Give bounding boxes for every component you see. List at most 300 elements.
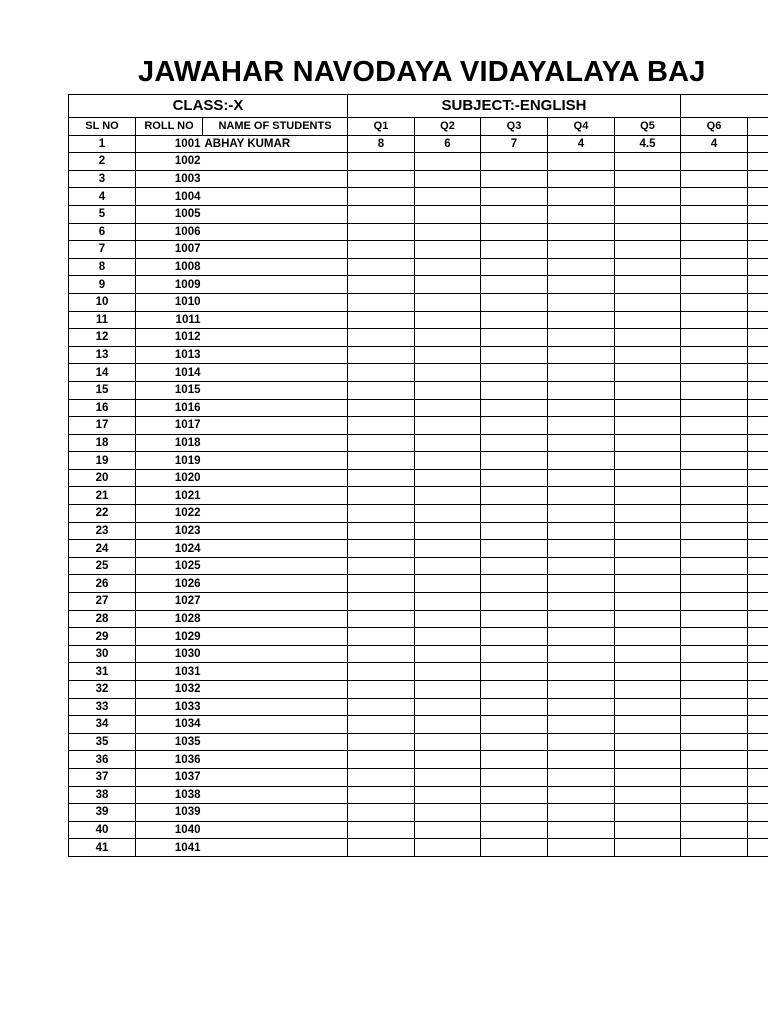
- table-row: [69, 205, 768, 223]
- student-name-cell: [203, 839, 348, 857]
- student-name-cell: [203, 329, 348, 347]
- mark-q5-cell: [615, 329, 681, 347]
- mark-q2-cell: [415, 205, 481, 223]
- sl-no-cell: 10: [69, 293, 136, 311]
- mark-q4-cell: [548, 381, 615, 399]
- blank-cell: [748, 557, 768, 575]
- mark-q6-cell: [681, 716, 748, 734]
- mark-q4-cell: [548, 469, 615, 487]
- blank-cell: [748, 628, 768, 646]
- blank-cell: [748, 223, 768, 241]
- blank-cell: [748, 417, 768, 435]
- roll-no-cell: 1002: [136, 153, 203, 171]
- mark-q6-cell: [681, 593, 748, 611]
- mark-q1-cell: [348, 698, 415, 716]
- column-header-roll-no: ROLL NO: [136, 118, 203, 136]
- mark-q2-cell: [415, 557, 481, 575]
- mark-q2-cell: [415, 540, 481, 558]
- sl-no-cell: 34: [69, 716, 136, 734]
- sl-no-cell: 13: [69, 346, 136, 364]
- mark-q5-cell: [615, 698, 681, 716]
- roll-no-cell: 1009: [136, 276, 203, 294]
- mark-q3-cell: [481, 311, 548, 329]
- mark-q5-cell: [615, 716, 681, 734]
- roll-no-cell: 1008: [136, 258, 203, 276]
- sl-no-cell: 3: [69, 170, 136, 188]
- roll-no-cell: 1029: [136, 628, 203, 646]
- mark-q1-cell: [348, 276, 415, 294]
- mark-q1-cell: [348, 293, 415, 311]
- mark-q3-cell: [481, 399, 548, 417]
- blank-cell: [748, 329, 768, 347]
- mark-q2-cell: [415, 768, 481, 786]
- blank-cell: [748, 293, 768, 311]
- table-row: [69, 821, 768, 839]
- mark-q2-cell: [415, 593, 481, 611]
- sl-no-cell: 41: [69, 839, 136, 857]
- table-row: [69, 258, 768, 276]
- mark-q2-cell: [415, 188, 481, 206]
- roll-no-cell: 1034: [136, 716, 203, 734]
- mark-q3-cell: [481, 329, 548, 347]
- mark-q1-cell: [348, 434, 415, 452]
- roll-no-cell: 1028: [136, 610, 203, 628]
- sl-no-cell: 24: [69, 540, 136, 558]
- table-row: [69, 751, 768, 769]
- mark-q4-cell: [548, 241, 615, 259]
- sl-no-cell: 4: [69, 188, 136, 206]
- student-name-cell: [203, 575, 348, 593]
- mark-q4-cell: [548, 452, 615, 470]
- table-row: [69, 610, 768, 628]
- student-name-cell: [203, 452, 348, 470]
- table-row: [69, 329, 768, 347]
- mark-q1-cell: [348, 469, 415, 487]
- sl-no-cell: 23: [69, 522, 136, 540]
- roll-no-cell: 1037: [136, 768, 203, 786]
- marks-table: [68, 94, 768, 857]
- mark-q4-cell: [548, 698, 615, 716]
- mark-q3-cell: [481, 293, 548, 311]
- mark-q6-cell: [681, 645, 748, 663]
- mark-q6-cell: [681, 768, 748, 786]
- mark-q6-cell: [681, 663, 748, 681]
- table-row: [69, 645, 768, 663]
- mark-q4-cell: [548, 786, 615, 804]
- mark-q6-cell: [681, 205, 748, 223]
- sl-no-cell: 14: [69, 364, 136, 382]
- mark-q4-cell: [548, 311, 615, 329]
- sl-no-cell: 26: [69, 575, 136, 593]
- mark-q6-cell: [681, 329, 748, 347]
- sl-no-cell: 7: [69, 241, 136, 259]
- mark-q4-cell: 4: [548, 135, 615, 153]
- mark-q2-cell: [415, 170, 481, 188]
- mark-q4-cell: [548, 733, 615, 751]
- roll-no-cell: 1020: [136, 469, 203, 487]
- mark-q3-cell: [481, 364, 548, 382]
- sl-no-cell: 11: [69, 311, 136, 329]
- mark-q6-cell: [681, 522, 748, 540]
- mark-q5-cell: [615, 557, 681, 575]
- blank-cell: [748, 346, 768, 364]
- mark-q2-cell: [415, 575, 481, 593]
- blank-cell: [748, 399, 768, 417]
- mark-q1-cell: [348, 417, 415, 435]
- sl-no-cell: 37: [69, 768, 136, 786]
- sl-no-cell: 35: [69, 733, 136, 751]
- roll-no-cell: 1022: [136, 505, 203, 523]
- mark-q2-cell: [415, 839, 481, 857]
- mark-q2-cell: [415, 346, 481, 364]
- mark-q4-cell: [548, 540, 615, 558]
- roll-no-cell: 1004: [136, 188, 203, 206]
- table-row: [69, 135, 768, 153]
- sl-no-cell: 31: [69, 663, 136, 681]
- mark-q3-cell: [481, 381, 548, 399]
- roll-no-cell: 1019: [136, 452, 203, 470]
- blank-cell: [748, 698, 768, 716]
- table-row: [69, 311, 768, 329]
- mark-q4-cell: [548, 522, 615, 540]
- mark-q6-cell: [681, 804, 748, 822]
- mark-q2-cell: [415, 645, 481, 663]
- subject-label: SUBJECT:-ENGLISH: [348, 95, 681, 118]
- mark-q4-cell: [548, 434, 615, 452]
- mark-q1-cell: [348, 628, 415, 646]
- student-name-cell: [203, 786, 348, 804]
- mark-q1-cell: [348, 505, 415, 523]
- sl-no-cell: 22: [69, 505, 136, 523]
- blank-cell: [748, 733, 768, 751]
- student-name-cell: [203, 540, 348, 558]
- student-name-cell: [203, 610, 348, 628]
- roll-no-cell: 1018: [136, 434, 203, 452]
- mark-q2-cell: [415, 610, 481, 628]
- mark-q4-cell: [548, 628, 615, 646]
- mark-q2-cell: [415, 469, 481, 487]
- student-name-cell: [203, 768, 348, 786]
- mark-q3-cell: [481, 469, 548, 487]
- mark-q3-cell: [481, 698, 548, 716]
- roll-no-cell: 1038: [136, 786, 203, 804]
- blank-cell: [748, 135, 768, 153]
- mark-q1-cell: [348, 487, 415, 505]
- table-row: [69, 557, 768, 575]
- table-row: [69, 241, 768, 259]
- mark-q3-cell: [481, 821, 548, 839]
- mark-q3-cell: [481, 716, 548, 734]
- roll-no-cell: 1012: [136, 329, 203, 347]
- mark-q2-cell: [415, 399, 481, 417]
- blank-cell: [748, 276, 768, 294]
- mark-q5-cell: [615, 733, 681, 751]
- mark-q4-cell: [548, 417, 615, 435]
- mark-q4-cell: [548, 716, 615, 734]
- student-name-cell: ABHAY KUMAR: [203, 135, 348, 153]
- mark-q1-cell: [348, 716, 415, 734]
- student-name-cell: [203, 681, 348, 699]
- mark-q6-cell: [681, 434, 748, 452]
- table-row: [69, 452, 768, 470]
- roll-no-cell: 1015: [136, 381, 203, 399]
- mark-q1-cell: [348, 663, 415, 681]
- mark-q2-cell: [415, 716, 481, 734]
- table-row: [69, 293, 768, 311]
- table-row: [69, 698, 768, 716]
- roll-no-cell: 1021: [136, 487, 203, 505]
- sl-no-cell: 38: [69, 786, 136, 804]
- mark-q2-cell: [415, 417, 481, 435]
- blank-cell: [748, 452, 768, 470]
- blank-cell: [748, 188, 768, 206]
- mark-q4-cell: [548, 364, 615, 382]
- roll-no-cell: 1041: [136, 839, 203, 857]
- table-row: [69, 663, 768, 681]
- table-row: [69, 417, 768, 435]
- blank-cell: [748, 153, 768, 171]
- mark-q4-cell: [548, 645, 615, 663]
- blank-cell: [748, 839, 768, 857]
- blank-cell: [748, 593, 768, 611]
- mark-q2-cell: [415, 293, 481, 311]
- mark-q3-cell: [481, 786, 548, 804]
- blank-cell: [748, 804, 768, 822]
- mark-q1-cell: [348, 188, 415, 206]
- mark-q4-cell: [548, 751, 615, 769]
- table-row: [69, 839, 768, 857]
- mark-q6-cell: [681, 258, 748, 276]
- blank-cell: [748, 786, 768, 804]
- roll-no-cell: 1032: [136, 681, 203, 699]
- mark-q5-cell: [615, 153, 681, 171]
- mark-q3-cell: [481, 170, 548, 188]
- sl-no-cell: 15: [69, 381, 136, 399]
- mark-q1-cell: [348, 575, 415, 593]
- roll-no-cell: 1040: [136, 821, 203, 839]
- blank-cell: [748, 540, 768, 558]
- student-name-cell: [203, 311, 348, 329]
- mark-q2-cell: [415, 276, 481, 294]
- student-name-cell: [203, 804, 348, 822]
- table-row: [69, 487, 768, 505]
- mark-q5-cell: [615, 399, 681, 417]
- mark-q2-cell: [415, 153, 481, 171]
- mark-q1-cell: [348, 751, 415, 769]
- mark-q4-cell: [548, 487, 615, 505]
- sl-no-cell: 2: [69, 153, 136, 171]
- mark-q4-cell: [548, 258, 615, 276]
- table-row: [69, 188, 768, 206]
- mark-q3-cell: 7: [481, 135, 548, 153]
- roll-no-cell: 1010: [136, 293, 203, 311]
- mark-q4-cell: [548, 505, 615, 523]
- mark-q6-cell: [681, 681, 748, 699]
- mark-q3-cell: [481, 188, 548, 206]
- column-header-q5: Q5: [615, 118, 681, 136]
- mark-q4-cell: [548, 276, 615, 294]
- mark-q1-cell: [348, 452, 415, 470]
- page-title: JAWAHAR NAVODAYA VIDAYALAYA BAJ: [138, 56, 706, 88]
- roll-no-cell: 1005: [136, 205, 203, 223]
- mark-q6-cell: [681, 751, 748, 769]
- blank-cell: [748, 716, 768, 734]
- student-name-cell: [203, 223, 348, 241]
- mark-q6-cell: [681, 786, 748, 804]
- mark-q4-cell: [548, 205, 615, 223]
- sl-no-cell: 25: [69, 557, 136, 575]
- mark-q4-cell: [548, 170, 615, 188]
- blank-cell: [748, 681, 768, 699]
- sl-no-cell: 19: [69, 452, 136, 470]
- mark-q2-cell: [415, 786, 481, 804]
- mark-q3-cell: [481, 839, 548, 857]
- student-name-cell: [203, 346, 348, 364]
- student-name-cell: [203, 188, 348, 206]
- mark-q5-cell: 4.5: [615, 135, 681, 153]
- blank-cell: [748, 505, 768, 523]
- mark-q4-cell: [548, 593, 615, 611]
- student-name-cell: [203, 505, 348, 523]
- mark-q3-cell: [481, 346, 548, 364]
- mark-q5-cell: [615, 804, 681, 822]
- mark-q6-cell: [681, 540, 748, 558]
- mark-q1-cell: [348, 804, 415, 822]
- mark-q5-cell: [615, 417, 681, 435]
- mark-q2-cell: 6: [415, 135, 481, 153]
- mark-q4-cell: [548, 681, 615, 699]
- mark-q6-cell: [681, 821, 748, 839]
- mark-q3-cell: [481, 258, 548, 276]
- mark-q5-cell: [615, 170, 681, 188]
- table-row: [69, 768, 768, 786]
- column-header-q4: Q4: [548, 118, 615, 136]
- roll-no-cell: 1023: [136, 522, 203, 540]
- student-name-cell: [203, 417, 348, 435]
- mark-q6-cell: [681, 241, 748, 259]
- blank-cell: [748, 821, 768, 839]
- column-header-blank: [748, 118, 768, 136]
- roll-no-cell: 1026: [136, 575, 203, 593]
- mark-q3-cell: [481, 804, 548, 822]
- mark-q4-cell: [548, 804, 615, 822]
- roll-no-cell: 1035: [136, 733, 203, 751]
- mark-q1-cell: [348, 223, 415, 241]
- mark-q2-cell: [415, 434, 481, 452]
- sl-no-cell: 5: [69, 205, 136, 223]
- student-name-cell: [203, 821, 348, 839]
- roll-no-cell: 1025: [136, 557, 203, 575]
- mark-q4-cell: [548, 575, 615, 593]
- column-header-sl-no: SL NO: [69, 118, 136, 136]
- class-label: CLASS:-X: [69, 95, 348, 118]
- mark-q6-cell: [681, 417, 748, 435]
- student-name-cell: [203, 487, 348, 505]
- mark-q5-cell: [615, 663, 681, 681]
- sl-no-cell: 36: [69, 751, 136, 769]
- table-row: [69, 276, 768, 294]
- sl-no-cell: 18: [69, 434, 136, 452]
- roll-no-cell: 1016: [136, 399, 203, 417]
- mark-q2-cell: [415, 751, 481, 769]
- student-name-cell: [203, 751, 348, 769]
- mark-q4-cell: [548, 223, 615, 241]
- roll-no-cell: 1006: [136, 223, 203, 241]
- mark-q2-cell: [415, 663, 481, 681]
- mark-q5-cell: [615, 258, 681, 276]
- mark-q5-cell: [615, 364, 681, 382]
- mark-q6-cell: [681, 346, 748, 364]
- table-row: [69, 469, 768, 487]
- table-row: [69, 804, 768, 822]
- table-row: [69, 223, 768, 241]
- mark-q3-cell: [481, 522, 548, 540]
- mark-q5-cell: [615, 469, 681, 487]
- roll-no-cell: 1003: [136, 170, 203, 188]
- mark-q6-cell: [681, 452, 748, 470]
- mark-q1-cell: [348, 381, 415, 399]
- mark-q2-cell: [415, 381, 481, 399]
- mark-q6-cell: [681, 557, 748, 575]
- mark-q6-cell: [681, 276, 748, 294]
- student-name-cell: [203, 557, 348, 575]
- mark-q3-cell: [481, 540, 548, 558]
- mark-q1-cell: [348, 153, 415, 171]
- blank-cell: [748, 311, 768, 329]
- mark-q6-cell: [681, 575, 748, 593]
- mark-q3-cell: [481, 575, 548, 593]
- mark-q2-cell: [415, 311, 481, 329]
- student-name-cell: [203, 241, 348, 259]
- header-row: [69, 118, 768, 136]
- blank-cell: [748, 610, 768, 628]
- roll-no-cell: 1024: [136, 540, 203, 558]
- marks-table-container: [68, 94, 768, 857]
- mark-q1-cell: [348, 821, 415, 839]
- roll-no-cell: 1031: [136, 663, 203, 681]
- mark-q6-cell: [681, 381, 748, 399]
- mark-q6-cell: 4: [681, 135, 748, 153]
- mark-q1-cell: [348, 540, 415, 558]
- roll-no-cell: 1036: [136, 751, 203, 769]
- sl-no-cell: 12: [69, 329, 136, 347]
- blank-cell: [748, 522, 768, 540]
- mark-q3-cell: [481, 663, 548, 681]
- column-header-q3: Q3: [481, 118, 548, 136]
- table-row: [69, 786, 768, 804]
- mark-q3-cell: [481, 751, 548, 769]
- mark-q1-cell: [348, 786, 415, 804]
- roll-no-cell: 1001: [136, 135, 203, 153]
- roll-no-cell: 1039: [136, 804, 203, 822]
- mark-q1-cell: [348, 311, 415, 329]
- mark-q3-cell: [481, 241, 548, 259]
- mark-q3-cell: [481, 681, 548, 699]
- roll-no-cell: 1013: [136, 346, 203, 364]
- table-row: [69, 505, 768, 523]
- column-header-q2: Q2: [415, 118, 481, 136]
- roll-no-cell: 1017: [136, 417, 203, 435]
- mark-q3-cell: [481, 645, 548, 663]
- sl-no-cell: 21: [69, 487, 136, 505]
- mark-q5-cell: [615, 241, 681, 259]
- mark-q6-cell: [681, 293, 748, 311]
- mark-q2-cell: [415, 681, 481, 699]
- mark-q6-cell: [681, 364, 748, 382]
- mark-q4-cell: [548, 399, 615, 417]
- mark-q5-cell: [615, 381, 681, 399]
- mark-q4-cell: [548, 821, 615, 839]
